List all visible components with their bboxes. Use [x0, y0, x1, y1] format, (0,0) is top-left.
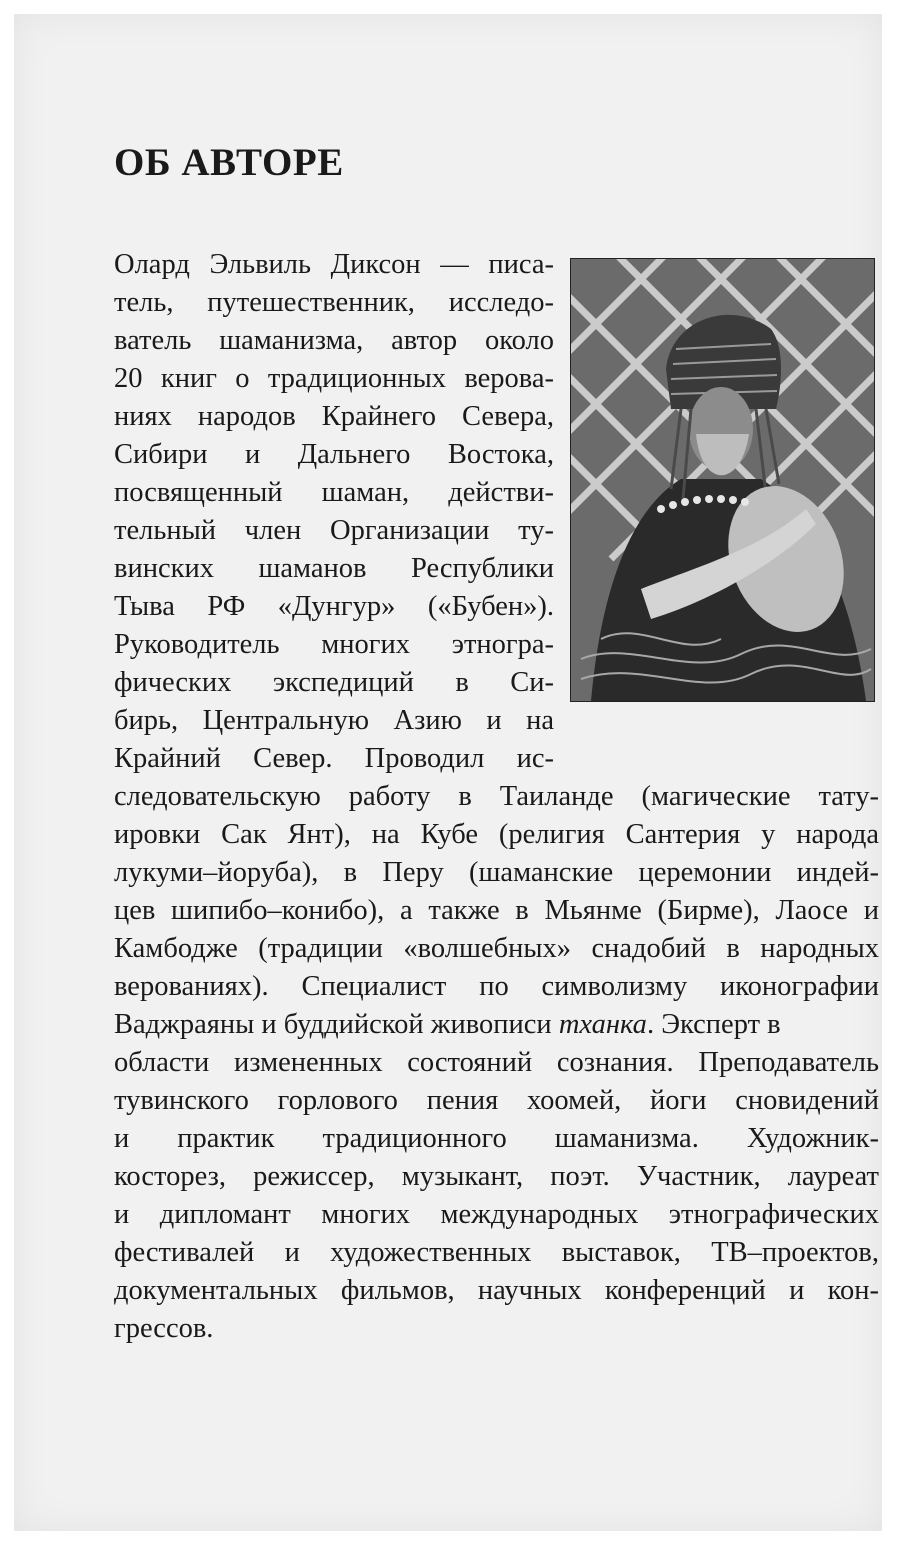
bio-line: Олард Эльвиль Диксон — писа- — [114, 249, 554, 280]
bio-line: Тыва РФ «Дунгур» («Бубен»). — [114, 591, 554, 622]
bio-line: цев шипибо–конибо), а также в Мьянме (Бирме), Лаосе и — [114, 895, 879, 926]
bio-line: 20 книг о традиционных верова- — [114, 363, 554, 394]
bio-line: верованиях). Специалист по символизму иконографии — [114, 971, 879, 1002]
bio-line: Крайний Север. Проводил ис- — [114, 743, 554, 774]
author-biography — [114, 246, 879, 1348]
bio-line: и дипломант многих международных этнографических — [114, 1199, 879, 1230]
bio-line: тель, путешественник, исследо- — [114, 287, 554, 318]
bio-line: грессов. — [114, 1313, 214, 1344]
bio-line: тувинского горлового пения хоомей, йоги сновидений — [114, 1085, 879, 1116]
bio-text: . Эксперт в — [646, 1009, 781, 1040]
bio-line: лукуми–йоруба), в Перу (шаманские церемонии индей- — [114, 857, 879, 888]
bio-line: и практик традиционного шаманизма. Художник- — [114, 1123, 879, 1154]
bio-term-italic: тханка — [558, 1009, 647, 1040]
section-heading: ОБ АВТОРЕ — [114, 141, 344, 184]
bio-line: бирь, Центральную Азию и на — [114, 705, 554, 736]
bio-line: Камбодже (традиции «волшебных» снадобий в народных — [114, 933, 879, 964]
bio-line: фических экспедиций в Си- — [114, 667, 554, 698]
bio-line: косторез, режиссер, музыкант, поэт. Участник, лауреат — [114, 1161, 879, 1192]
bio-line: следовательскую работу в Таиланде (магические тату- — [114, 781, 879, 812]
bio-line: винских шаманов Республики — [114, 553, 554, 584]
bio-line: документальных фильмов, научных конференций и кон- — [114, 1275, 879, 1306]
bio-line: посвященный шаман, действи- — [114, 477, 554, 508]
bio-line: тельный член Организации ту- — [114, 515, 554, 546]
book-page — [14, 14, 882, 1531]
bio-line: фестивалей и художественных выставок, ТВ–проектов, — [114, 1237, 879, 1268]
bio-line: ниях народов Крайнего Севера, — [114, 401, 554, 432]
bio-line: ировки Сак Янт), на Кубе (религия Сантерия у народа — [114, 819, 879, 850]
bio-line: Руководитель многих этногра- — [114, 629, 554, 660]
bio-line-mixed — [114, 1006, 879, 1044]
bio-line: Сибири и Дальнего Востока, — [114, 439, 554, 470]
bio-text: Ваджраяны и буддийской живописи — [114, 1009, 559, 1040]
bio-line: области измененных состояний сознания. Преподаватель — [114, 1047, 879, 1078]
bio-line: ватель шаманизма, автор около — [114, 325, 554, 356]
